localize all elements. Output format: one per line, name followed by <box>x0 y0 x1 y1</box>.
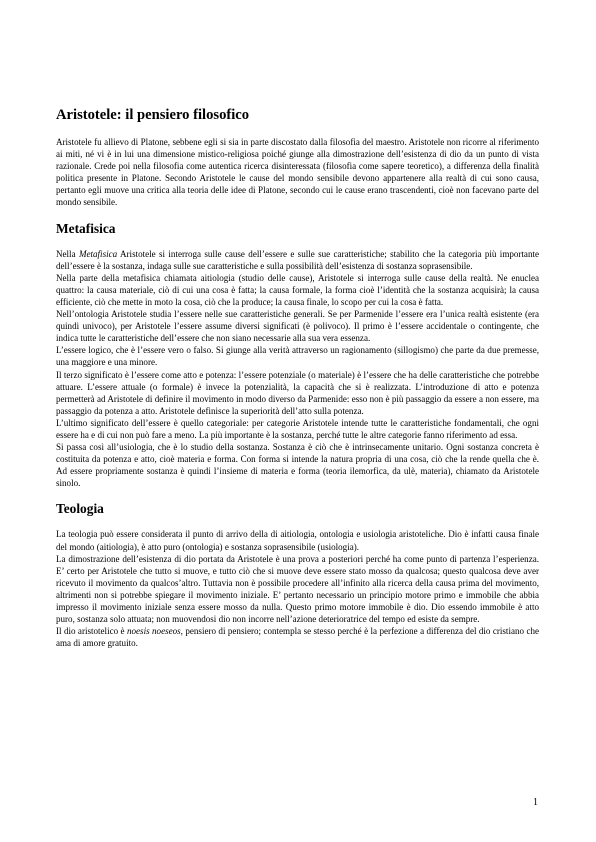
page-number: 1 <box>533 797 538 808</box>
metafisica-paragraph-1 <box>56 248 539 272</box>
italic-title: Metafisica <box>78 248 118 259</box>
text-run: , pensiero di pensiero; contempla se stesso perché è la perfezione a differenza del dio cristiano che ama di amore gratuito. <box>56 626 539 649</box>
intro-paragraph: Aristotele fu allievo di Platone, sebbene egli si sia in parte discostato dalla filosofia del maestro. Aristotele non ricorre al riferimento ai miti, né vi è in lui una dimensione mistico-religiosa poiché giunge alla dimostrazione dell’esistenza di dio da un punto di vista razionale. Crede poi nella filosofia come autentica ricerca disinteressata (filosofia come sapere teoretico), a differenza della finalità politica presente in Platone. Secondo Aristotele le cause del mondo sensibile devono appartenere alla realtà di cui sono causa, pertanto egli muove una critica alla teoria delle idee di Platone, secondo cui le cause erano trascendenti, cioè non facevano parte del mondo sensibile. <box>56 137 539 208</box>
text-run: Aristotele si interroga sulle cause dell’essere e sulle sue caratteristiche; stabilito che la categoria più importante dell’essere è la sostanza, indaga sulle sue caratteristiche e sulla possibilità dell’esistenza di sostanza soprasensibile. <box>56 248 539 271</box>
text-run: Il dio aristotelico è <box>56 626 127 637</box>
section-heading-metafisica: Metafisica <box>56 220 116 236</box>
metafisica-paragraph-2: Nella parte della metafisica chiamata aitiologia (studio delle cause), Aristotele si interroga sulle cause della realtà. Ne enuclea quattro: la causa materiale, ciò di cui una cosa è fatta; la causa formale, la forma cioè l’identità che la sostanza acquisirà; la causa efficiente, ciò che mette in moto la cosa, ciò che la produce; la causa finale, lo scopo per cui la cosa è fatta. <box>56 272 539 307</box>
teologia-paragraph-2: La dimostrazione dell’esistenza di dio portata da Aristotele è una prova a posteriori perché ha come punto di partenza l’esperienza. E’ certo per Aristotele che tutto si muove, e tutto ciò che si muove deve essere stato mosso da qualcosa; questo qualcosa deve aver ricevuto il movimento da qualcos’altro. Tuttavia non è possibile procedere all’infinito alla ricerca della causa prima del movimento, altrimenti non si potrebbe spiegare il movimento iniziale. E’ pertanto necessario un principio motore primo e immobile che abbia impresso il movimento iniziale senza essere mosso da nulla. Questo primo motore immobile è dio. Dio essendo immobile è atto puro, sostanza solo attuata; non muovendosi dio non incorre nell’azione deterioratrice del tempo ed esiste da sempre. <box>56 553 539 625</box>
text-run: Nella <box>56 248 79 259</box>
metafisica-paragraph-5: Il terzo significato è l’essere come atto e potenza: l’essere potenziale (o materiale) è l’essere che ha delle caratteristiche che potrebbe attuare. L’essere attuale (o formale) è invece la potenzialità, la capacità che si è realizzata. L’introduzione di atto e potenza permetterà ad Aristotele di definire il movimento in modo diverso da Parmenide: esso non è più passaggio da essere a non essere, ma passaggio da potenza a atto. Aristotele definisce la superiorità dell’atto sulla potenza. <box>56 369 539 416</box>
teologia-paragraph-1: La teologia può essere considerata il punto di arrivo della di aitiologia, ontologia e usiologia aristoteliche. Dio è infatti causa finale del mondo (aitiologia), è atto puro (ontologia) e sostanza soprasensibile (usiologia). <box>56 529 539 552</box>
teologia-paragraph-3 <box>56 625 539 649</box>
metafisica-paragraph-6: L’ultimo significato dell’essere è quello categoriale: per categorie Aristotele intende tutte le caratteristiche fondamentali, che ogni essere ha e di cui non può fare a meno. La più importante è la sostanza, perché tutte le altre categorie fanno riferimento ad essa. <box>56 417 539 440</box>
document-page <box>56 107 539 649</box>
metafisica-paragraph-3: Nell’ontologia Aristotele studia l’essere nelle sue caratteristiche generali. Se per Parmenide l’essere era l’unica realtà esistente (era quindi univoco), per Aristotele l’essere assume diversi significati (è polivoco). Il primo è l’essere accidentale o contingente, che indica tutte le caratteristiche dell’essere che non siano necessarie alla sua vera essenza. <box>56 309 539 344</box>
document-title: Aristotele: il pensiero filosofico <box>56 107 250 123</box>
italic-term: noesis noeseos <box>126 626 181 637</box>
section-heading-teologia: Teologia <box>56 501 104 517</box>
metafisica-paragraph-7: Si passa così all’usiologia, che è lo studio della sostanza. Sostanza è ciò che è intrinsecamente unitario. Ogni sostanza concreta è costituita da potenza e atto, cioè materia e forma. Con forma si intende la natura propria di una cosa, ciò che la rende quella che è. Ad essere propriamente sostanza è quindi l’insieme di materia e forma (teoria ilemorfica, da ulè, materia), chiamato da Aristotele sinolo. <box>56 442 539 489</box>
metafisica-paragraph-4: L’essere logico, che è l’essere vero o falso. Si giunge alla verità attraverso un ragionamento (sillogismo) che parte da due premesse, una maggiore e una minore. <box>56 345 539 368</box>
